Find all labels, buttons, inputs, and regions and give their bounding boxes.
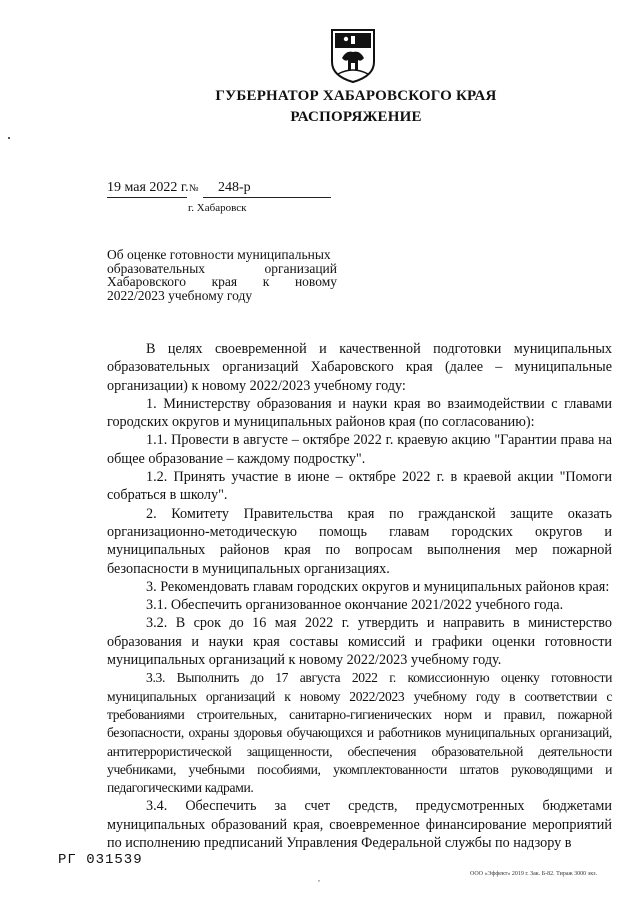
- preamble-paragraph: В целях своевременной и качественной подготовки муниципальных образовательных организаций Хабаровского края (далее – муниципальные организации) к новому 2022/2023 учебному году:: [107, 341, 612, 394]
- date-underline: [107, 197, 187, 198]
- paragraph-2: 2. Комитету Правительства края по гражданской защите оказать организационно-методическую помощь главам городских округов и муниципальных районов края по вопросам выполнения мер пожарной безопасности в муниципальных организациях.: [107, 505, 612, 577]
- document-type: РАСПОРЯЖЕНИЕ: [290, 109, 422, 125]
- document-number: 248-р: [218, 180, 251, 195]
- paragraph-3: 3. Рекомендовать главам городских округов и муниципальных районов края:: [146, 578, 610, 595]
- paragraph-3-4: 3.4. Обеспечить за счет средств, предусмотренных бюджетами муниципальных образований края, своевременное финансирование мероприятий по исполнению предписаний Управления Федеральной службы по надзору в: [107, 798, 612, 852]
- paragraph-3-3: 3.3. Выполнить до 17 августа 2022 г. комиссионную оценку готовности муниципальных организаций к новому 2022/2023 учебному году в соответствии с требованиями строительных, санитарно-гигиенических норм и правил, пожарной безопасности, охраны здоровья обучающихся и работников муниципальных организаций, антитеррористической защищенности, обеспечения образовательной деятельности учебниками, учебными пособиями, укомплектованности штатов руководящими и педагогическими кадрами.: [107, 670, 612, 796]
- page-mark: ,: [318, 874, 320, 883]
- paragraph-1-1: 1.1. Провести в августе – октябре 2022 г. краевую акцию "Гарантии права на общее образование – каждому подростку".: [107, 432, 612, 467]
- paragraph-1-2: 1.2. Принять участие в июне – октябре 2022 г. в краевой акции "Помоги собраться в школу".: [107, 469, 612, 504]
- printer-note: ООО «Эффект» 2019 г. Зак. Б-82. Тираж 3000 экз.: [470, 871, 597, 877]
- number-underline: [203, 197, 331, 198]
- paragraph-3-1: 3.1. Обеспечить организованное окончание 2021/2022 учебного года.: [146, 597, 564, 614]
- paragraph-1: 1. Министерству образования и науки края во взаимодействии с главами городских округов и муниципальных районов края (по согласованию):: [107, 395, 612, 431]
- scan-speck: [8, 137, 10, 139]
- issuer-title: ГУБЕРНАТОР ХАБАРОВСКОГО КРАЯ: [215, 88, 497, 104]
- document-body: [107, 340, 612, 852]
- number-sign: №: [189, 183, 199, 194]
- khabarovsk-krai-coat-of-arms-icon: [328, 26, 378, 84]
- issue-city: г. Хабаровск: [188, 202, 247, 214]
- registration-number: РГ 031539: [58, 852, 143, 868]
- document-date: 19 мая 2022 г.: [107, 180, 189, 195]
- subject-line: 2022/2023 учебному году: [107, 287, 253, 303]
- document-subject: [107, 248, 337, 302]
- paragraph-3-2: 3.2. В срок до 16 мая 2022 г. утвердить и направить в министерство образования и науки края составы комиссий и графики оценки готовности муниципальных организаций к новому 2022/2023 учебному году.: [107, 615, 612, 669]
- subject-line: Об оценке готовности муниципальных: [107, 247, 331, 262]
- subject-line: Хабаровского края к новому: [107, 274, 337, 289]
- subject-line: образовательных организаций: [107, 260, 337, 276]
